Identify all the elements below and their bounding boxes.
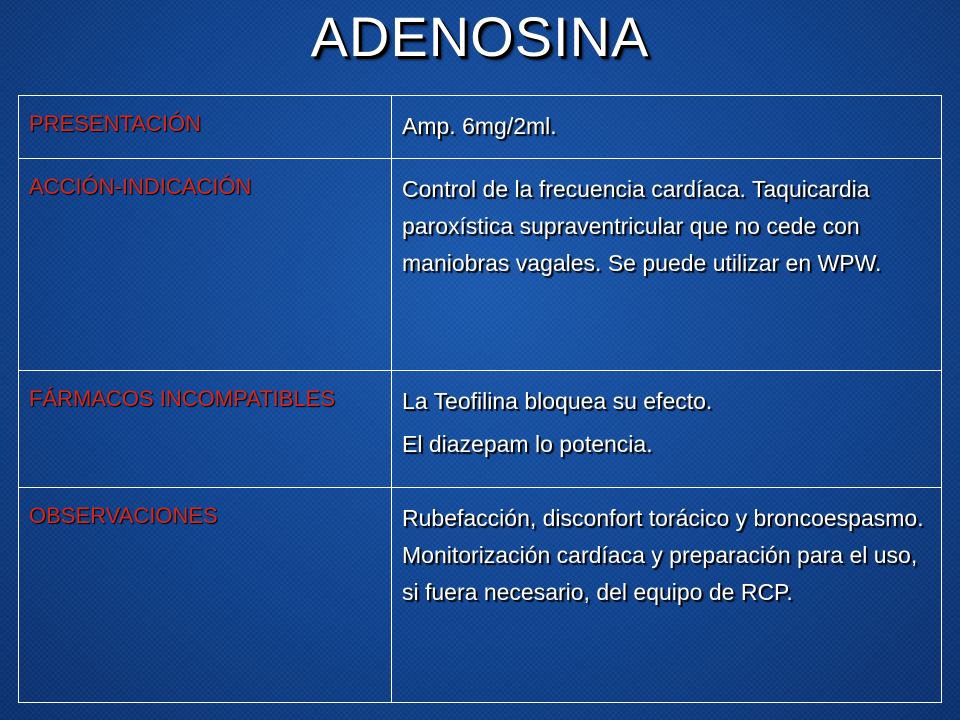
drug-info-table — [18, 95, 942, 703]
value-observaciones — [392, 488, 942, 703]
value-farmacos-incompatibles — [392, 371, 942, 488]
table-row-farmacos-incompatibles — [19, 371, 942, 488]
label-observaciones: OBSERVACIONES — [19, 488, 392, 703]
value-presentacion — [392, 96, 942, 159]
value-accion-indicacion-text: Control de la frecuencia cardíaca. Taquicardia paroxística supraventricular que no cede con maniobras vagales. Se puede utilizar en WPW. — [402, 176, 882, 276]
table-row-presentacion — [19, 96, 942, 159]
value-accion-indicacion — [392, 159, 942, 371]
table-row-accion-indicacion — [19, 159, 942, 371]
slide-title: ADENOSINA — [310, 5, 650, 68]
label-presentacion: PRESENTACIÓN — [19, 96, 392, 159]
value-observaciones-text: Rubefacción, disconfort torácico y broncoespasmo. Monitorización cardíaca y preparación para el uso, si fuera necesario, del equipo de RCP. — [402, 505, 924, 605]
label-farmacos-incompatibles: FÁRMACOS INCOMPATIBLES — [19, 371, 392, 488]
value-presentacion-text: Amp. 6mg/2ml. — [402, 113, 557, 139]
label-accion-indicacion: ACCIÓN-INDICACIÓN — [19, 159, 392, 371]
value-farmacos-incompatibles-line-2: El diazepam lo potencia. — [402, 431, 653, 457]
table-row-observaciones — [19, 488, 942, 703]
value-farmacos-incompatibles-line-1: La Teofilina bloquea su efecto. — [402, 388, 713, 414]
